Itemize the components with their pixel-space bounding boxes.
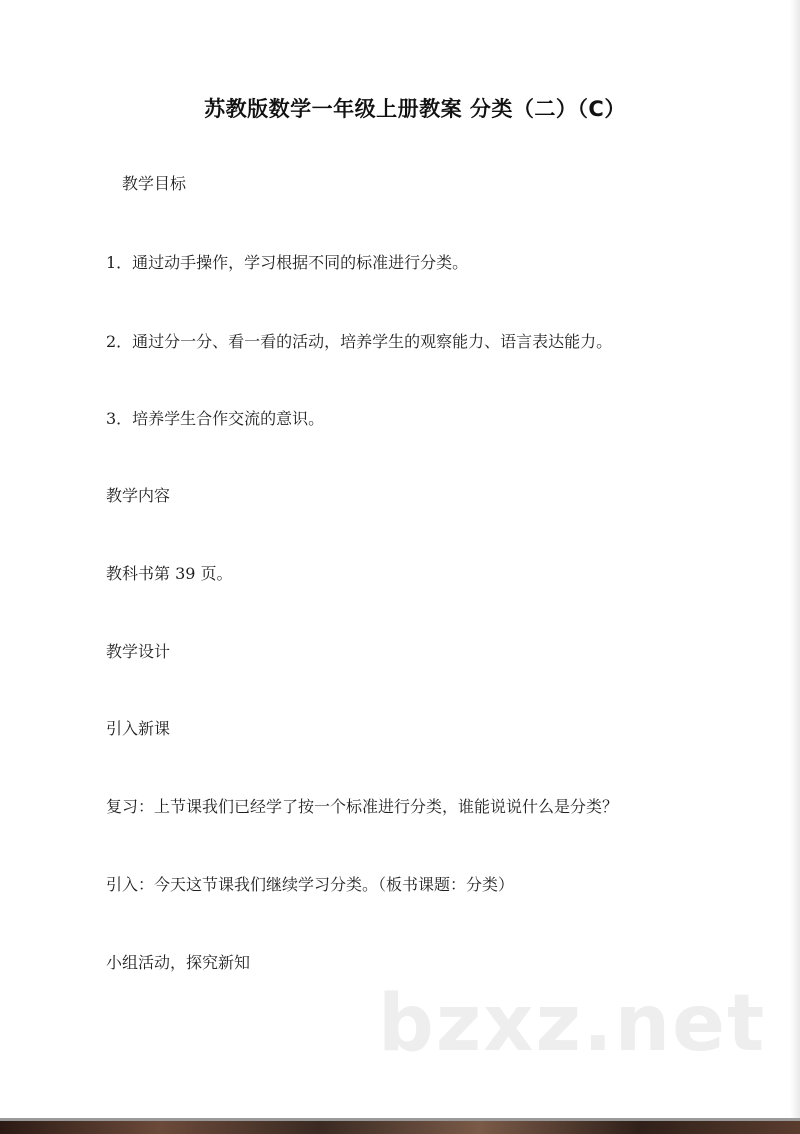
section-heading-content: 教学内容 xyxy=(106,486,171,505)
section-heading-design: 教学设计 xyxy=(106,642,171,661)
subheading-group-activity: 小组活动，探究新知 xyxy=(106,953,251,972)
page-edge-shadow xyxy=(790,0,800,1118)
objective-item-3: 3．培养学生合作交流的意识。 xyxy=(106,409,325,428)
review-paragraph: 复习：上节课我们已经学了按一个标准进行分类，谁能说说什么是分类？ xyxy=(106,797,619,816)
watermark-text: bzxz.net xyxy=(378,979,767,1069)
content-text: 教科书第 39 页。 xyxy=(106,564,233,583)
objective-item-2: 2．通过分一分、看一看的活动，培养学生的观察能力、语言表达能力。 xyxy=(106,332,613,351)
subheading-intro: 引入新课 xyxy=(106,719,171,738)
document-title: 苏教版数学一年级上册教案 分类（二）（C） xyxy=(204,97,626,121)
intro-paragraph: 引入：今天这节课我们继续学习分类。（板书课题：分类） xyxy=(106,875,515,894)
objective-item-1: 1．通过动手操作，学习根据不同的标准进行分类。 xyxy=(106,253,469,272)
background-strip xyxy=(0,1118,800,1134)
section-heading-objectives: 教学目标 xyxy=(122,174,187,193)
